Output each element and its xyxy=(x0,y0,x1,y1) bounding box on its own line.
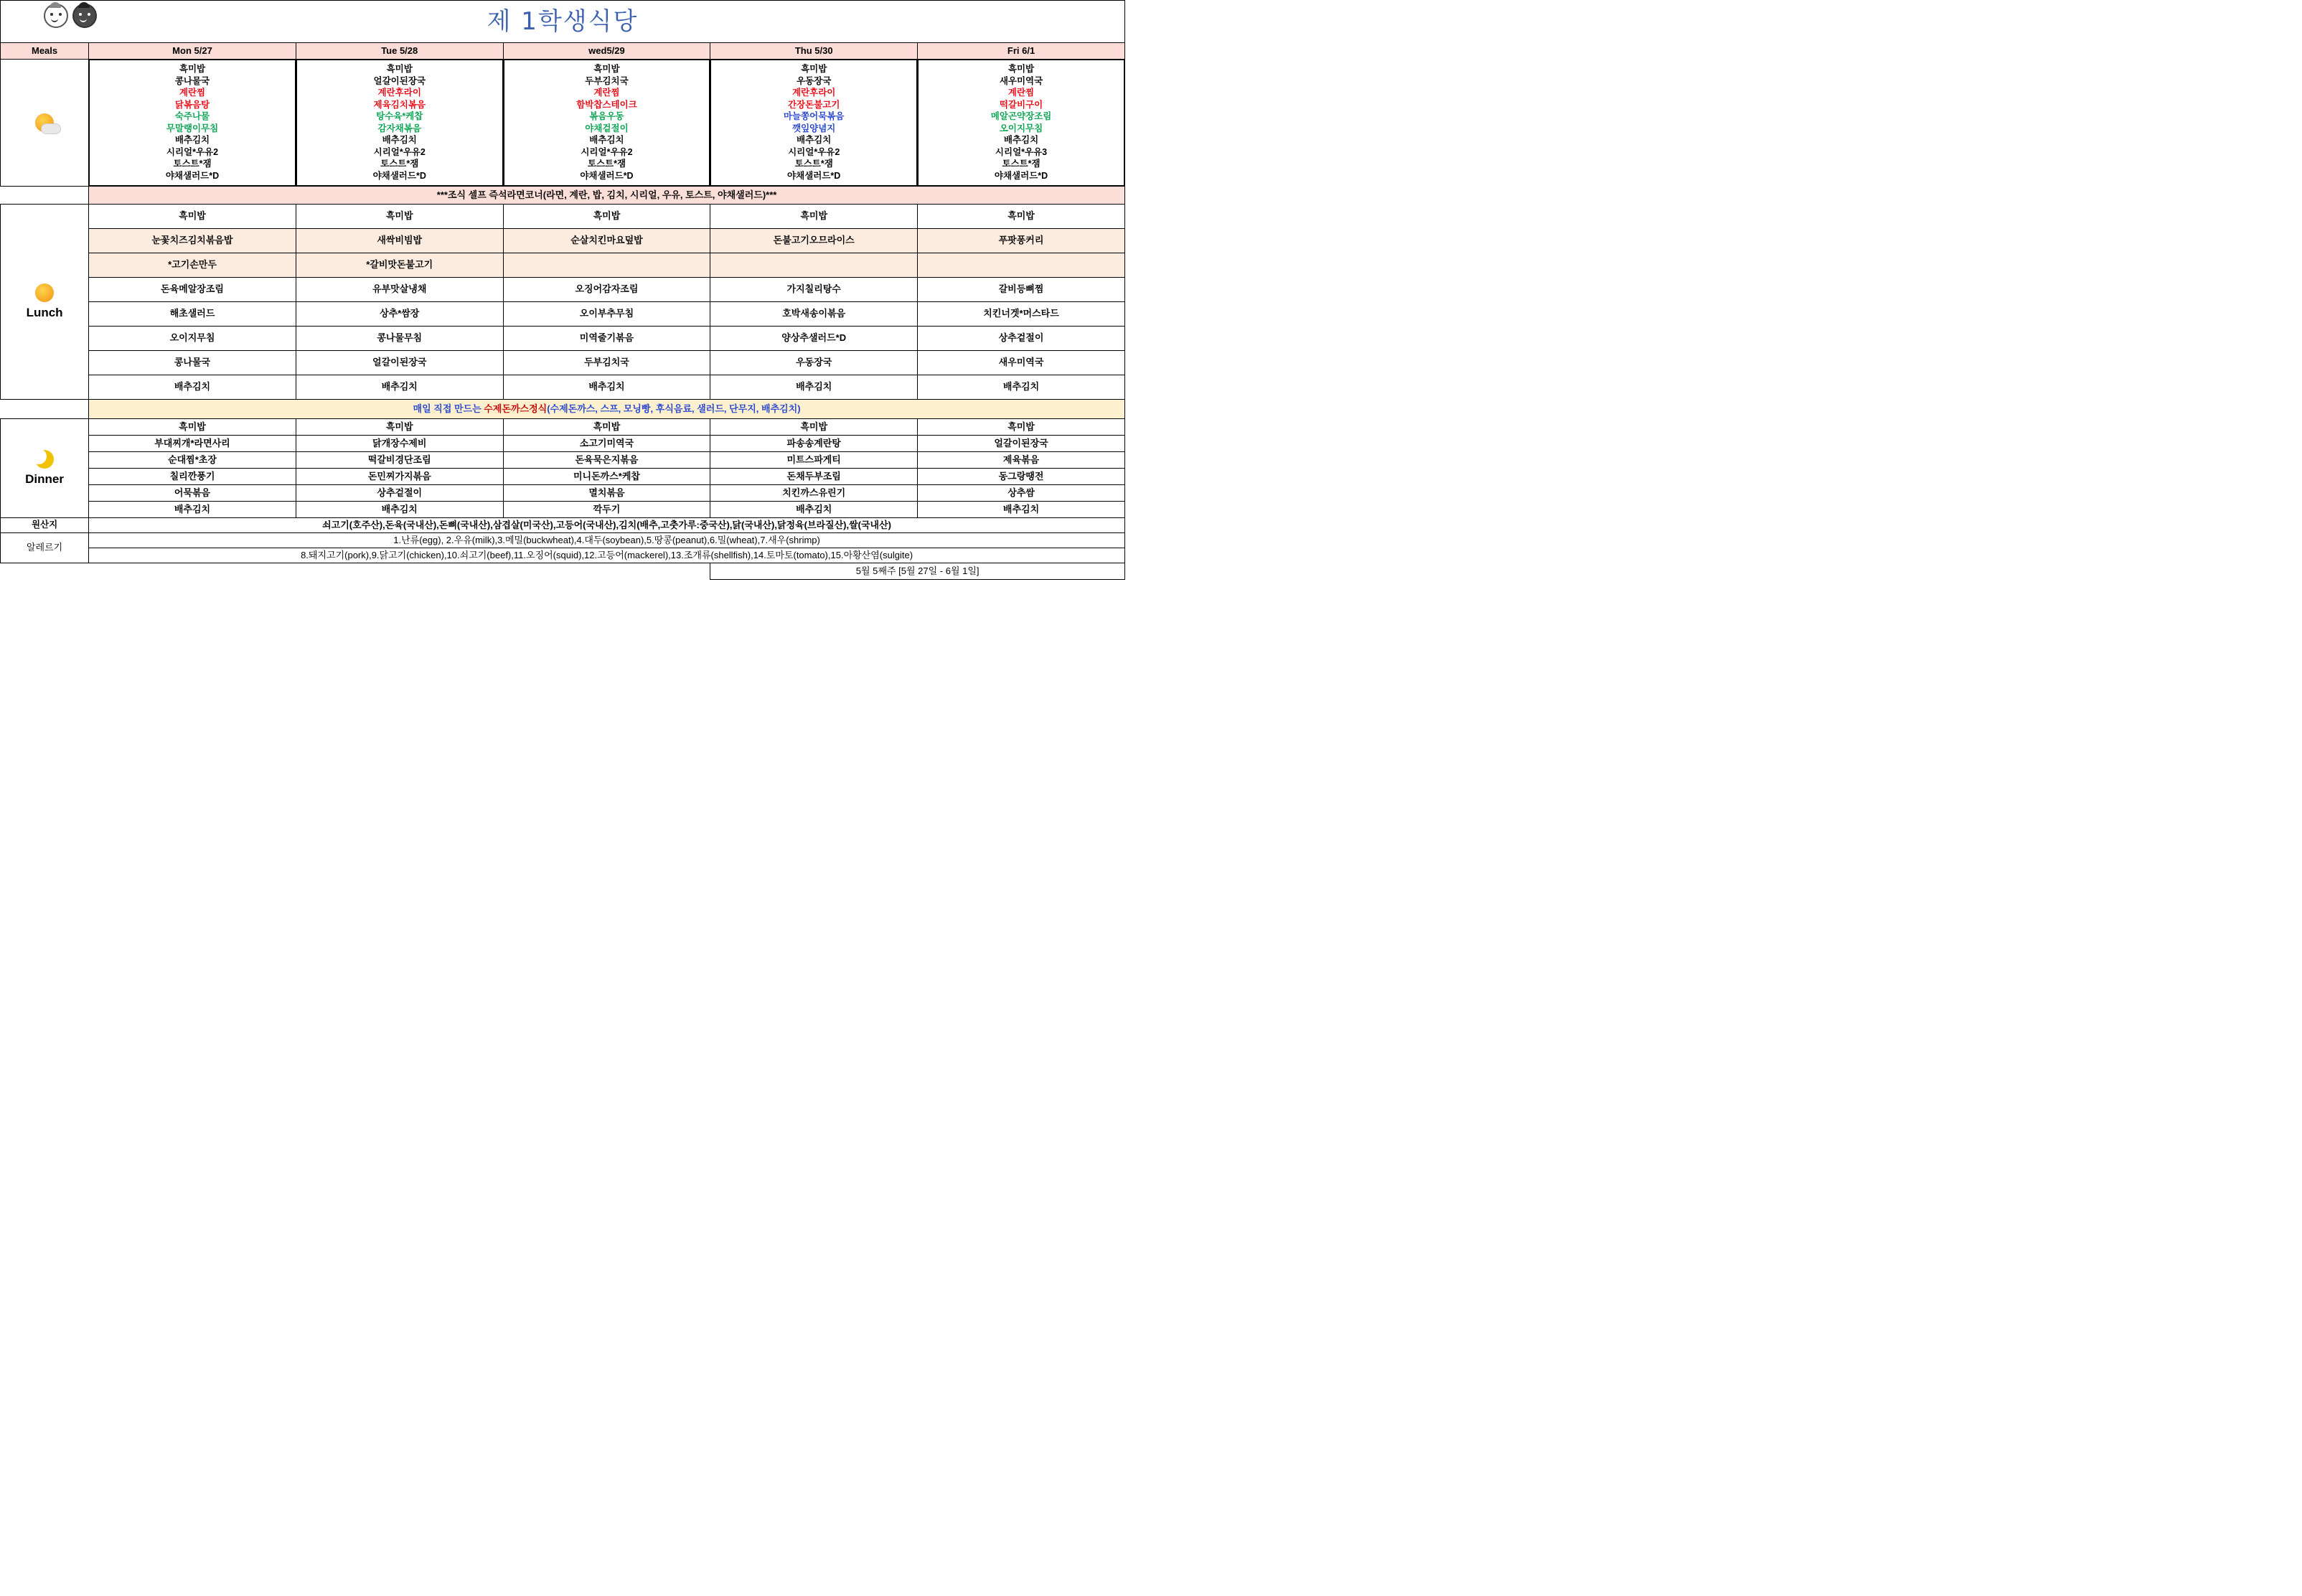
menu-item: 돈불고기오므라이스 xyxy=(710,229,918,253)
menu-item: 토스트*잼 xyxy=(173,159,212,169)
header-thu: Thu 5/30 xyxy=(710,43,918,60)
menu-item: *갈비맛돈불고기 xyxy=(296,253,503,278)
menu-item: 상추겉절이 xyxy=(918,327,1125,351)
menu-item: 소고기미역국 xyxy=(503,436,710,452)
menu-item: 배추김치 xyxy=(89,502,296,518)
menu-item: 칠리깐풍기 xyxy=(89,469,296,485)
menu-item: 계란찜 xyxy=(593,88,620,98)
menu-item: 얼갈이된장국 xyxy=(373,75,426,86)
title-row xyxy=(1,1,1125,43)
menu-item: 푸팟퐁커리 xyxy=(918,229,1125,253)
page-title: 제 1학생식당 xyxy=(487,6,639,36)
menu-item: 배추김치 xyxy=(296,502,503,518)
menu-item: 새우미역국 xyxy=(999,75,1043,86)
lunch-row-5 xyxy=(1,302,1125,327)
menu-item: 시리얼*우유2 xyxy=(373,146,426,157)
dinner-label: Dinner xyxy=(25,471,64,486)
menu-item: 새우미역국 xyxy=(918,351,1125,375)
lunch-label: Lunch xyxy=(26,305,63,319)
menu-item: 흑미밥 xyxy=(710,205,918,229)
allergy-row-2 xyxy=(1,548,1125,563)
breakfast-mon-cell xyxy=(89,60,296,187)
menu-item: 시리얼*우유2 xyxy=(581,146,633,157)
menu-item: 배추김치 xyxy=(503,375,710,400)
menu-item: 멸치볶음 xyxy=(503,485,710,502)
menu-item: 배추김치 xyxy=(296,375,503,400)
menu-item: 얼갈이된장국 xyxy=(296,351,503,375)
menu-item: 순살치킨마요덮밥 xyxy=(503,229,710,253)
dinner-row-1 xyxy=(1,419,1125,436)
menu-item: 부대찌개*라면사리 xyxy=(89,436,296,452)
menu-item: 호박새송이볶음 xyxy=(710,302,918,327)
lunch-row-8 xyxy=(1,375,1125,400)
menu-item: 숙주나물 xyxy=(174,111,210,121)
breakfast-tue-cell xyxy=(296,60,503,187)
menu-item: 오이부추무침 xyxy=(503,302,710,327)
breakfast-wed-cell xyxy=(503,60,710,187)
menu-item: 메알곤약장조림 xyxy=(990,111,1052,121)
spacer-cell xyxy=(1,187,89,205)
menu-item: 우동장국 xyxy=(797,75,832,86)
menu-item: 해초샐러드 xyxy=(89,302,296,327)
breakfast-label-cell xyxy=(1,60,89,187)
menu-item: 배추김치 xyxy=(382,135,417,145)
menu-item: 눈꽃치즈김치볶음밥 xyxy=(89,229,296,253)
menu-item: 함박찹스테이크 xyxy=(576,99,637,110)
face-dark-icon xyxy=(72,4,97,28)
menu-item: 오징어감자조림 xyxy=(503,278,710,302)
menu-item: 콩나물무침 xyxy=(296,327,503,351)
menu-item: 떡갈비구이 xyxy=(999,99,1043,110)
menu-item: 어묵볶음 xyxy=(89,485,296,502)
menu-item: 오이지무침 xyxy=(89,327,296,351)
lunch-label-cell xyxy=(1,205,89,400)
origin-label: 원산지 xyxy=(1,518,89,533)
menu-item: 두부김치국 xyxy=(585,75,629,86)
breakfast-row xyxy=(1,60,1125,187)
menu-item: 흑미밥 xyxy=(179,64,206,74)
lunch-note-suffix: (수제돈까스, 스프, 모닝빵, 후식음료, 샐러드, 단무지, 배추김치) xyxy=(547,403,801,414)
header-meals: Meals xyxy=(1,43,89,60)
title-cell xyxy=(1,1,1125,43)
menu-item: 흑미밥 xyxy=(89,419,296,436)
menu-item: 돈채두부조림 xyxy=(710,469,918,485)
menu-item: 돈민찌가지볶음 xyxy=(296,469,503,485)
menu-item: 흑미밥 xyxy=(918,419,1125,436)
dinner-row-4 xyxy=(1,469,1125,485)
menu-item: 야채샐러드*D xyxy=(165,170,220,181)
menu-item: 시리얼*우유2 xyxy=(788,146,840,157)
menu-item: 흑미밥 xyxy=(1007,64,1035,74)
origin-row xyxy=(1,518,1125,533)
menu-item: 두부김치국 xyxy=(503,351,710,375)
breakfast-note: ***조식 셀프 즉석라면코너(라면, 계란, 밥, 김치, 시리얼, 우유, 토스트, 야채샐러드)*** xyxy=(89,187,1125,205)
menu-item: 갈비등뼈찜 xyxy=(918,278,1125,302)
menu-item: 동그랑땡전 xyxy=(918,469,1125,485)
lunch-note xyxy=(89,400,1125,419)
lunch-note-row xyxy=(1,400,1125,419)
column-header-row xyxy=(1,43,1125,60)
menu-item: 볶음우동 xyxy=(589,111,624,121)
menu-item xyxy=(710,253,918,278)
sun-icon xyxy=(35,283,54,302)
menu-item: 야채샐러드*D xyxy=(787,170,841,181)
menu-item: 순대찜*초장 xyxy=(89,452,296,469)
menu-item: 배추김치 xyxy=(797,135,832,145)
menu-item: 제육볶음 xyxy=(918,452,1125,469)
menu-item: 치킨까스유린기 xyxy=(710,485,918,502)
lunch-row-2 xyxy=(1,229,1125,253)
menu-item: 가지칠리탕수 xyxy=(710,278,918,302)
lunch-note-prefix: 매일 직접 만드는 xyxy=(413,403,484,414)
moon-icon xyxy=(35,450,54,469)
dinner-row-2 xyxy=(1,436,1125,452)
dinner-label-cell xyxy=(1,419,89,518)
menu-item: 배추김치 xyxy=(89,375,296,400)
menu-item: 우동장국 xyxy=(710,351,918,375)
menu-item: 콩나물국 xyxy=(89,351,296,375)
menu-item: 토스트*잼 xyxy=(380,159,419,169)
menu-item: 배추김치 xyxy=(174,135,210,145)
menu-item: 야채샐러드*D xyxy=(372,170,426,181)
menu-item: 흑미밥 xyxy=(801,64,827,74)
menu-item: 배추김치 xyxy=(589,135,624,145)
menu-item: 떡갈비경단조림 xyxy=(296,452,503,469)
menu-item: 흑미밥 xyxy=(503,205,710,229)
menu-item: 미트스파게티 xyxy=(710,452,918,469)
menu-item: 파송송계란탕 xyxy=(710,436,918,452)
menu-item: 계란후라이 xyxy=(792,88,836,98)
breakfast-thu-cell xyxy=(710,60,918,187)
menu-item: 흑미밥 xyxy=(89,205,296,229)
menu-item: 흑미밥 xyxy=(296,205,503,229)
menu-item: 치킨너겟*머스타드 xyxy=(918,302,1125,327)
sun-cloud-icon xyxy=(35,113,54,132)
week-info: 5월 5째주 [5월 27일 - 6월 1일] xyxy=(710,563,1125,580)
spacer-cell xyxy=(1,563,710,580)
menu-item: 토스트*잼 xyxy=(794,159,833,169)
menu-item: 깻잎양념지 xyxy=(792,123,836,133)
menu-item: 배추김치 xyxy=(710,502,918,518)
header-fri: Fri 6/1 xyxy=(918,43,1125,60)
allergy-label: 알레르기 xyxy=(1,533,89,563)
menu-item: 흑미밥 xyxy=(918,205,1125,229)
menu-item: 계란후라이 xyxy=(377,88,421,98)
menu-item: 유부맛살냉채 xyxy=(296,278,503,302)
menu-item: 흑미밥 xyxy=(503,419,710,436)
face-light-icon xyxy=(44,4,68,28)
week-info-row xyxy=(1,563,1125,580)
origin-text: 쇠고기(호주산),돈육(국내산),돈뼈(국내산),삼겹살(미국산),고등어(국내산),김치(배추,고춧가루:중국산),닭(국내산),닭정육(브라질산),쌀(국내산) xyxy=(89,518,1125,533)
header-mon: Mon 5/27 xyxy=(89,43,296,60)
header-wed: wed5/29 xyxy=(503,43,710,60)
menu-item: *고기손만두 xyxy=(89,253,296,278)
allergy-line-2: 8.돼지고기(pork),9.닭고기(chicken),10.쇠고기(beef),11.오징어(squid),12.고등어(mackerel),13.조개류(shellfish),14.토마토(tomato),15.아황산염(sulgite) xyxy=(89,548,1125,563)
lunch-note-highlight: 수제돈까스정식 xyxy=(484,403,548,414)
allergy-row-1 xyxy=(1,533,1125,548)
menu-item: 토스트*잼 xyxy=(1002,159,1040,169)
header-tue: Tue 5/28 xyxy=(296,43,503,60)
menu-item: 배추김치 xyxy=(710,375,918,400)
menu-item: 탕수육*케찹 xyxy=(376,111,423,121)
menu-item: 상추겉절이 xyxy=(296,485,503,502)
menu-item xyxy=(503,253,710,278)
menu-item: 미역줄기볶음 xyxy=(503,327,710,351)
menu-item: 계란찜 xyxy=(1007,88,1035,98)
menu-item: 닭볶음탕 xyxy=(174,99,210,110)
menu-item: 계란찜 xyxy=(179,88,206,98)
menu-item: 깍두기 xyxy=(503,502,710,518)
dinner-row-6 xyxy=(1,502,1125,518)
menu-item: 무말랭이무침 xyxy=(166,123,219,133)
menu-item: 시리얼*우유2 xyxy=(166,146,219,157)
menu-item: 얼갈이된장국 xyxy=(918,436,1125,452)
menu-item xyxy=(918,253,1125,278)
menu-item: 오이지무침 xyxy=(999,123,1043,133)
weekly-menu-table xyxy=(0,0,1125,580)
dinner-row-5 xyxy=(1,485,1125,502)
breakfast-note-row xyxy=(1,187,1125,205)
menu-sheet xyxy=(0,0,1128,804)
lunch-row-3 xyxy=(1,253,1125,278)
lunch-row-7 xyxy=(1,351,1125,375)
menu-item: 흑미밥 xyxy=(296,419,503,436)
menu-item: 콩나물국 xyxy=(174,75,210,86)
menu-item: 야채샐러드*D xyxy=(994,170,1048,181)
menu-item: 닭개장수제비 xyxy=(296,436,503,452)
breakfast-fri-cell xyxy=(918,60,1125,187)
menu-item: 상추*쌈장 xyxy=(296,302,503,327)
menu-item: 간장돈불고기 xyxy=(787,99,840,110)
lunch-row-1 xyxy=(1,205,1125,229)
spacer-cell xyxy=(1,400,89,419)
menu-item: 배추김치 xyxy=(1003,135,1039,145)
menu-item: 시리얼*우유3 xyxy=(995,146,1048,157)
menu-item: 제육김치볶음 xyxy=(373,99,426,110)
menu-item: 흑미밥 xyxy=(593,64,620,74)
menu-item: 야채겉절이 xyxy=(585,123,629,133)
menu-item: 마늘쫑어묵볶음 xyxy=(783,111,845,121)
menu-item: 토스트*잼 xyxy=(587,159,626,169)
menu-item: 흑미밥 xyxy=(710,419,918,436)
menu-item: 상추쌈 xyxy=(918,485,1125,502)
menu-item: 배추김치 xyxy=(918,502,1125,518)
lunch-row-6 xyxy=(1,327,1125,351)
menu-item: 돈육메알장조림 xyxy=(89,278,296,302)
allergy-line-1: 1.난류(egg), 2.우유(milk),3.메밀(buckwheat),4.대두(soybean),5.땅콩(peanut),6.밀(wheat),7.새우(shrimp) xyxy=(89,533,1125,548)
menu-item: 배추김치 xyxy=(918,375,1125,400)
mascot-faces xyxy=(44,4,97,28)
menu-item: 새싹비빔밥 xyxy=(296,229,503,253)
lunch-row-4 xyxy=(1,278,1125,302)
menu-item: 돈육묵은지볶음 xyxy=(503,452,710,469)
menu-item: 미니돈까스*케찹 xyxy=(503,469,710,485)
menu-item: 흑미밥 xyxy=(386,64,413,74)
dinner-row-3 xyxy=(1,452,1125,469)
menu-item: 야채샐러드*D xyxy=(580,170,634,181)
menu-item: 양상추샐러드*D xyxy=(710,327,918,351)
menu-item: 감자채볶음 xyxy=(377,123,421,133)
